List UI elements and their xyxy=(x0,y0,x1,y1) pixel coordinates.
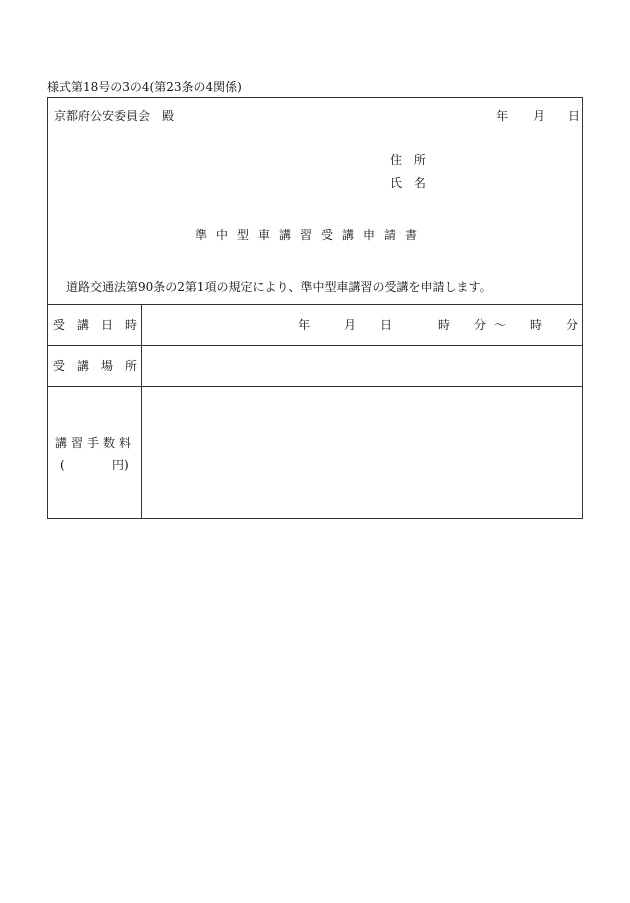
table-top-border xyxy=(47,304,583,305)
row-divider-1 xyxy=(47,345,583,346)
datetime-year: 年 xyxy=(298,318,311,332)
label-column-divider xyxy=(141,304,142,519)
date-month-label: 月 xyxy=(533,109,546,123)
datetime-day: 日 xyxy=(380,318,393,332)
datetime-tilde: ～ xyxy=(494,318,507,332)
datetime-hour-start: 時 xyxy=(438,318,451,332)
address-label: 住 所 xyxy=(390,153,430,167)
row-label-fee: 講習手数料 xyxy=(55,436,136,450)
datetime-minute-start: 分 xyxy=(474,318,487,332)
name-label: 氏 名 xyxy=(390,176,430,190)
date-day-label: 日 xyxy=(568,109,581,123)
date-year-label: 年 xyxy=(496,109,509,123)
form-box xyxy=(47,97,583,519)
form-number-label: 様式第18号の3の4(第23条の4関係) xyxy=(47,80,242,94)
datetime-minute-end: 分 xyxy=(566,318,579,332)
fee-unit: 円) xyxy=(112,458,129,472)
fee-paren-open: ( xyxy=(60,458,65,472)
addressee: 京都府公安委員会 殿 xyxy=(54,109,175,123)
statement-text: 道路交通法第90条の2第1項の規定により、準中型車講習の受講を申請します。 xyxy=(66,280,492,294)
row-divider-2 xyxy=(47,386,583,387)
row-label-datetime: 受講日時 xyxy=(53,318,150,332)
form-title: 準中型車講習受講申請書 xyxy=(195,228,427,242)
datetime-month: 月 xyxy=(344,318,357,332)
datetime-hour-end: 時 xyxy=(530,318,543,332)
row-label-place: 受講場所 xyxy=(53,359,150,373)
